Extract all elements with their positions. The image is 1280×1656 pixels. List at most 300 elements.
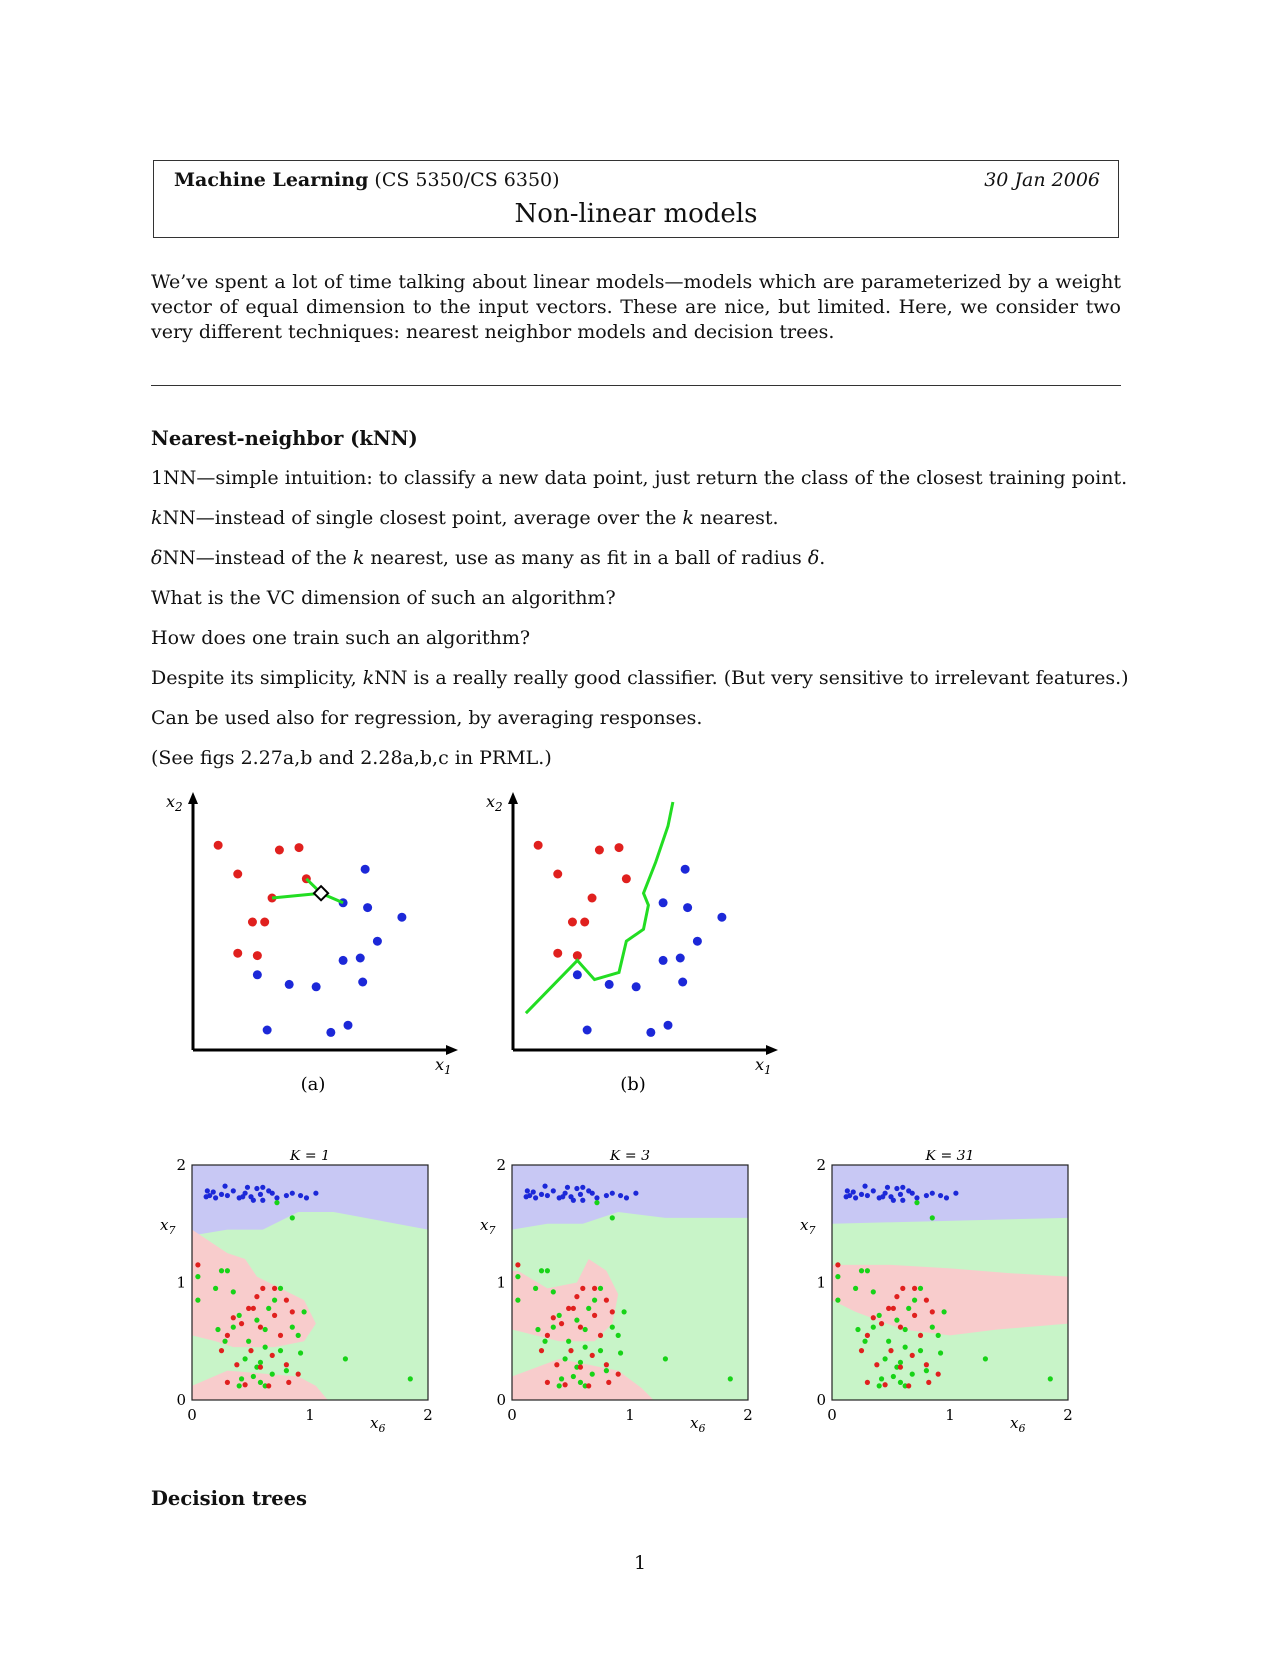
blue-data-point: [930, 1191, 935, 1196]
red-data-point: [568, 918, 577, 927]
green-data-point: [728, 1376, 733, 1381]
x-tick-label: 0: [507, 1406, 517, 1424]
green-data-point: [877, 1383, 882, 1388]
green-data-point: [578, 1360, 583, 1365]
red-data-point: [246, 1306, 251, 1311]
red-data-point: [574, 1294, 579, 1299]
green-data-point: [542, 1339, 547, 1344]
green-data-point: [894, 1318, 899, 1323]
red-data-point: [924, 1298, 929, 1303]
red-data-point: [578, 1325, 583, 1330]
red-data-point: [563, 1382, 568, 1387]
red-data-point: [248, 1348, 253, 1353]
delta-symbol: δ: [807, 547, 820, 569]
red-data-point: [275, 846, 284, 855]
blue-data-point: [633, 1191, 638, 1196]
red-data-point: [883, 1382, 888, 1387]
red-data-point: [578, 1365, 583, 1370]
green-data-point: [296, 1333, 301, 1338]
red-data-point: [545, 1333, 550, 1338]
green-data-point: [877, 1313, 882, 1318]
green-data-point: [906, 1306, 911, 1311]
blue-data-point: [624, 1195, 629, 1200]
green-data-point: [571, 1374, 576, 1379]
red-data-point: [272, 1313, 277, 1318]
y-tick-label: 2: [816, 1156, 826, 1174]
red-data-point: [924, 1362, 929, 1367]
green-data-point: [903, 1327, 908, 1332]
delta-symbol: δ: [151, 547, 163, 569]
red-data-point: [515, 1262, 520, 1267]
red-data-point: [286, 1380, 291, 1385]
red-data-point: [553, 949, 562, 958]
green-data-point: [535, 1327, 540, 1332]
green-data-point: [663, 1356, 668, 1361]
red-data-point: [592, 1313, 597, 1318]
red-data-point: [580, 918, 589, 927]
y-tick-label: 1: [816, 1273, 826, 1292]
red-data-point: [296, 1372, 301, 1377]
y-tick-label: 1: [176, 1273, 186, 1292]
green-data-point: [618, 1350, 623, 1355]
blue-data-point: [571, 1198, 576, 1203]
green-data-point: [254, 1318, 259, 1323]
document-title: Non-linear models: [514, 199, 758, 229]
green-data-point: [912, 1298, 917, 1303]
green-data-point: [557, 1313, 562, 1318]
blue-data-point: [560, 1194, 565, 1199]
red-data-point: [295, 843, 304, 852]
red-data-point: [604, 1362, 609, 1367]
blue-data-point: [225, 1193, 230, 1198]
red-data-point: [865, 1380, 870, 1385]
blue-data-point: [260, 1198, 265, 1203]
blue-data-point: [251, 1198, 256, 1203]
green-data-point: [574, 1318, 579, 1323]
red-data-point: [233, 949, 242, 958]
green-data-point: [231, 1289, 236, 1294]
green-data-point: [302, 1309, 307, 1314]
red-data-point: [598, 1333, 603, 1338]
blue-data-point: [565, 1185, 570, 1190]
x-tick-label: 2: [423, 1406, 433, 1424]
green-data-point: [219, 1268, 224, 1273]
blue-data-point: [862, 1184, 867, 1189]
red-data-point: [559, 1321, 564, 1326]
green-data-point: [290, 1325, 295, 1330]
green-data-point: [583, 1345, 588, 1350]
green-data-point: [237, 1383, 242, 1388]
red-data-point: [622, 874, 631, 883]
green-data-point: [586, 1306, 591, 1311]
blue-data-point: [551, 1188, 556, 1193]
y-tick-label: 2: [496, 1156, 506, 1174]
y-tick-label: 0: [816, 1391, 826, 1409]
green-data-point: [936, 1333, 941, 1338]
green-data-point: [938, 1350, 943, 1355]
red-data-point: [926, 1380, 931, 1385]
red-data-point: [588, 894, 597, 903]
blue-data-point: [659, 898, 668, 907]
red-data-point: [214, 841, 223, 850]
text-span: NN is a really really good classifier. (But very sensitive to irrelevant features.): [374, 667, 1129, 689]
red-data-point: [900, 1286, 905, 1291]
caption-a: (a): [300, 1074, 326, 1095]
green-data-point: [983, 1356, 988, 1361]
green-data-point: [853, 1286, 858, 1291]
blue-data-point: [204, 1194, 209, 1199]
x-axis-label: $x_6$: [370, 1414, 386, 1435]
blue-data-point: [580, 1185, 585, 1190]
x-axis-arrow: [766, 1045, 778, 1055]
green-data-point: [879, 1376, 884, 1381]
red-data-point: [258, 1325, 263, 1330]
green-data-point: [598, 1286, 603, 1291]
red-data-point: [616, 1372, 621, 1377]
blue-data-point: [298, 1193, 303, 1198]
blue-data-point: [263, 1026, 272, 1035]
green-data-point: [1048, 1376, 1053, 1381]
green-data-point: [278, 1348, 283, 1353]
red-data-point: [195, 1262, 200, 1267]
paragraph-vc: What is the VC dimension of such an algorithm?: [151, 587, 616, 609]
plot-a-marks: [214, 841, 407, 1037]
green-data-point: [590, 1372, 595, 1377]
red-data-point: [253, 951, 262, 960]
blue-data-point: [880, 1194, 885, 1199]
blue-data-point: [681, 865, 690, 874]
blue-data-point: [646, 1028, 655, 1037]
blue-data-point: [891, 1198, 896, 1203]
blue-data-point: [594, 1195, 599, 1200]
page-number: 1: [633, 1552, 647, 1574]
red-data-point: [260, 1286, 265, 1291]
red-data-point: [610, 1309, 615, 1314]
blue-data-point: [312, 982, 321, 991]
paragraph-knn: [151, 507, 779, 529]
green-data-point: [225, 1268, 230, 1273]
green-data-point: [594, 1200, 599, 1205]
red-data-point: [248, 918, 257, 927]
green-data-point: [942, 1309, 947, 1314]
blue-data-point: [580, 1198, 585, 1203]
red-data-point: [231, 1315, 236, 1320]
green-data-point: [566, 1339, 571, 1344]
green-data-point: [237, 1313, 242, 1318]
blue-data-point: [717, 913, 726, 922]
green-data-point: [918, 1348, 923, 1353]
green-data-point: [924, 1368, 929, 1373]
lecture-date: 30 Jan 2006: [984, 169, 1100, 191]
red-data-point: [871, 1315, 876, 1320]
green-data-point: [871, 1289, 876, 1294]
x-axis-label: $x_6$: [690, 1414, 706, 1435]
blue-data-point: [533, 1195, 538, 1200]
green-data-point: [835, 1298, 840, 1303]
red-data-point: [891, 1306, 896, 1311]
header-box: [153, 160, 1119, 238]
red-data-point: [566, 1306, 571, 1311]
chart-k31: [800, 1150, 1120, 1470]
paragraph-1nn: 1NN—simple intuition: to classify a new data point, just return the class of the closest training point.: [151, 467, 1128, 489]
text-span: nearest, use as many as fit in a ball of radius: [364, 547, 808, 569]
blue-data-point: [853, 1195, 858, 1200]
red-data-point: [225, 1333, 230, 1338]
green-data-point: [270, 1372, 275, 1377]
green-data-point: [871, 1325, 876, 1330]
paragraph-deltann: [151, 547, 825, 569]
blue-data-point: [590, 1191, 595, 1196]
plot-b-marks: [526, 802, 727, 1037]
blue-data-point: [900, 1185, 905, 1190]
red-data-point: [554, 1362, 559, 1367]
blue-data-point: [524, 1194, 529, 1199]
green-data-point: [557, 1383, 562, 1388]
y-axis-label: $x_2$: [166, 792, 183, 814]
blue-data-point: [871, 1188, 876, 1193]
red-data-point: [910, 1353, 915, 1358]
blue-data-point: [618, 1193, 623, 1198]
k-symbol: k: [682, 507, 694, 529]
chart-k1: [160, 1150, 480, 1470]
green-data-point: [284, 1368, 289, 1373]
red-data-point: [243, 1382, 248, 1387]
blue-data-point: [363, 903, 372, 912]
k-symbol: k: [352, 547, 365, 569]
horizontal-rule: [151, 385, 1121, 386]
green-data-point: [533, 1286, 538, 1291]
red-data-point: [278, 1333, 283, 1338]
blue-data-point: [604, 1193, 609, 1198]
chart-title: K = 1: [290, 1150, 330, 1164]
red-data-point: [615, 843, 624, 852]
blue-data-point: [605, 980, 614, 989]
blue-data-point: [284, 1193, 289, 1198]
paragraph-simplicity: [151, 667, 1129, 689]
green-data-point: [891, 1374, 896, 1379]
red-data-point: [254, 1294, 259, 1299]
green-data-point: [883, 1356, 888, 1361]
red-data-point: [912, 1313, 917, 1318]
green-data-point: [298, 1350, 303, 1355]
blue-data-point: [583, 1026, 592, 1035]
red-data-point: [592, 1286, 597, 1291]
red-data-point: [551, 1315, 556, 1320]
paragraph-regression: Can be used also for regression, by averaging responses.: [151, 707, 703, 729]
red-data-point: [835, 1262, 840, 1267]
green-data-point: [865, 1268, 870, 1273]
red-data-point: [219, 1348, 224, 1353]
x-axis-arrow: [446, 1045, 458, 1055]
blue-data-point: [610, 1191, 615, 1196]
blue-data-point: [885, 1185, 890, 1190]
blue-data-point: [525, 1188, 530, 1193]
blue-data-point: [865, 1193, 870, 1198]
blue-data-point: [285, 980, 294, 989]
blue-data-point: [539, 1192, 544, 1197]
section-heading-decision-trees: Decision trees: [151, 1487, 308, 1510]
blue-data-point: [851, 1189, 856, 1194]
red-data-point: [239, 1321, 244, 1326]
blue-data-point: [938, 1193, 943, 1198]
green-data-point: [263, 1327, 268, 1332]
red-data-point: [586, 1383, 591, 1388]
red-data-point: [545, 1380, 550, 1385]
y-tick-label: 2: [176, 1156, 186, 1174]
green-data-point: [258, 1360, 263, 1365]
red-data-point: [571, 1306, 576, 1311]
green-data-point: [274, 1200, 279, 1205]
blue-data-point: [531, 1189, 536, 1194]
red-data-point: [859, 1348, 864, 1353]
blue-data-point: [213, 1195, 218, 1200]
blue-data-point: [953, 1191, 958, 1196]
green-data-point: [266, 1306, 271, 1311]
red-data-point: [886, 1306, 891, 1311]
green-data-point: [592, 1298, 597, 1303]
blue-data-point: [944, 1195, 949, 1200]
green-data-point: [616, 1333, 621, 1338]
x-tick-label: 1: [305, 1406, 315, 1424]
chart-k3: [480, 1150, 800, 1470]
blue-data-point: [542, 1184, 547, 1189]
intro-paragraph: We’ve spent a lot of time talking about linear models—models which are parameterized by a weight vector of equal dimension to the input vectors. These are nice, but limited. Here, we consider two very different techniques: nearest neighbor models and decision trees.: [151, 271, 1121, 343]
red-data-point: [906, 1383, 911, 1388]
blue-data-point: [898, 1192, 903, 1197]
y-axis-label: $x_7$: [800, 1216, 816, 1237]
green-data-point: [290, 1215, 295, 1220]
green-data-point: [859, 1268, 864, 1273]
red-data-point: [894, 1294, 899, 1299]
red-data-point: [898, 1365, 903, 1370]
green-data-point: [278, 1286, 283, 1291]
y-axis-arrow: [188, 792, 198, 804]
green-data-point: [545, 1268, 550, 1273]
red-data-point: [888, 1348, 893, 1353]
x-tick-label: 2: [743, 1406, 753, 1424]
blue-data-point: [245, 1185, 250, 1190]
green-data-point: [258, 1380, 263, 1385]
red-data-point: [233, 870, 242, 879]
green-data-point: [195, 1274, 200, 1279]
green-data-point: [930, 1325, 935, 1330]
x-axis-label: $x_6$: [1010, 1414, 1026, 1435]
y-tick-label: 1: [496, 1273, 506, 1292]
blue-data-point: [845, 1188, 850, 1193]
chart-b: [480, 785, 790, 1105]
blue-data-point: [859, 1192, 864, 1197]
blue-data-point: [231, 1188, 236, 1193]
red-data-point: [225, 1380, 230, 1385]
paragraph-train: How does one train such an algorithm?: [151, 627, 531, 649]
blue-data-point: [397, 913, 406, 922]
green-data-point: [578, 1380, 583, 1385]
chart-title: K = 3: [610, 1150, 650, 1164]
y-axis-label: $x_7$: [160, 1216, 176, 1237]
blue-data-point: [258, 1192, 263, 1197]
blue-data-point: [361, 865, 370, 874]
red-data-point: [930, 1309, 935, 1314]
green-data-point: [898, 1380, 903, 1385]
text-span: NN—instead of the: [162, 547, 353, 569]
blue-data-point: [678, 978, 687, 987]
text-span: .: [819, 547, 826, 569]
blue-data-point: [270, 1191, 275, 1196]
red-data-point: [568, 1348, 573, 1353]
blue-data-point: [676, 954, 685, 963]
green-data-point: [231, 1325, 236, 1330]
green-data-point: [610, 1215, 615, 1220]
blue-data-point: [910, 1191, 915, 1196]
red-data-point: [879, 1321, 884, 1326]
red-data-point: [284, 1362, 289, 1367]
x-axis-label: $x_1$: [755, 1055, 772, 1077]
red-data-point: [553, 870, 562, 879]
blue-data-point: [358, 978, 367, 987]
green-data-point: [862, 1339, 867, 1344]
blue-data-point: [844, 1194, 849, 1199]
x-tick-label: 2: [1063, 1406, 1073, 1424]
y-axis-label: $x_7$: [480, 1216, 496, 1237]
chart-title: K = 31: [925, 1150, 975, 1164]
green-data-point: [551, 1289, 556, 1294]
red-data-point: [874, 1362, 879, 1367]
green-data-point: [222, 1339, 227, 1344]
red-data-point: [898, 1325, 903, 1330]
x-tick-label: 0: [827, 1406, 837, 1424]
green-data-point: [246, 1339, 251, 1344]
y-axis-label: $x_2$: [486, 792, 503, 814]
blue-data-point: [219, 1192, 224, 1197]
blue-data-point: [693, 937, 702, 946]
red-data-point: [865, 1333, 870, 1338]
green-data-point: [910, 1372, 915, 1377]
green-data-point: [251, 1374, 256, 1379]
red-data-point: [258, 1365, 263, 1370]
text-span: nearest.: [693, 507, 779, 529]
green-data-point: [610, 1325, 615, 1330]
blue-data-point: [545, 1193, 550, 1198]
k-symbol: k: [151, 507, 163, 529]
green-data-point: [855, 1327, 860, 1332]
red-data-point: [539, 1348, 544, 1353]
text-span: NN—instead of single closest point, average over the: [162, 507, 683, 529]
blue-data-point: [313, 1191, 318, 1196]
green-data-point: [263, 1345, 268, 1350]
blue-data-point: [253, 970, 262, 979]
green-data-point: [213, 1286, 218, 1291]
blue-data-point: [254, 1186, 259, 1191]
red-data-point: [234, 1362, 239, 1367]
red-data-point: [270, 1353, 275, 1358]
blue-data-point: [578, 1192, 583, 1197]
blue-data-point: [260, 1185, 265, 1190]
green-data-point: [622, 1309, 627, 1314]
red-data-point: [284, 1298, 289, 1303]
blue-data-point: [290, 1191, 295, 1196]
green-data-point: [551, 1325, 556, 1330]
chart-a: [160, 785, 470, 1105]
blue-data-point: [659, 956, 668, 965]
green-data-point: [343, 1356, 348, 1361]
green-data-point: [515, 1298, 520, 1303]
blue-data-point: [900, 1198, 905, 1203]
k-symbol: k: [362, 667, 375, 689]
blue-data-point: [326, 1028, 335, 1037]
green-data-point: [215, 1327, 220, 1332]
blue-data-point: [339, 956, 348, 965]
blue-data-point: [344, 1021, 353, 1030]
